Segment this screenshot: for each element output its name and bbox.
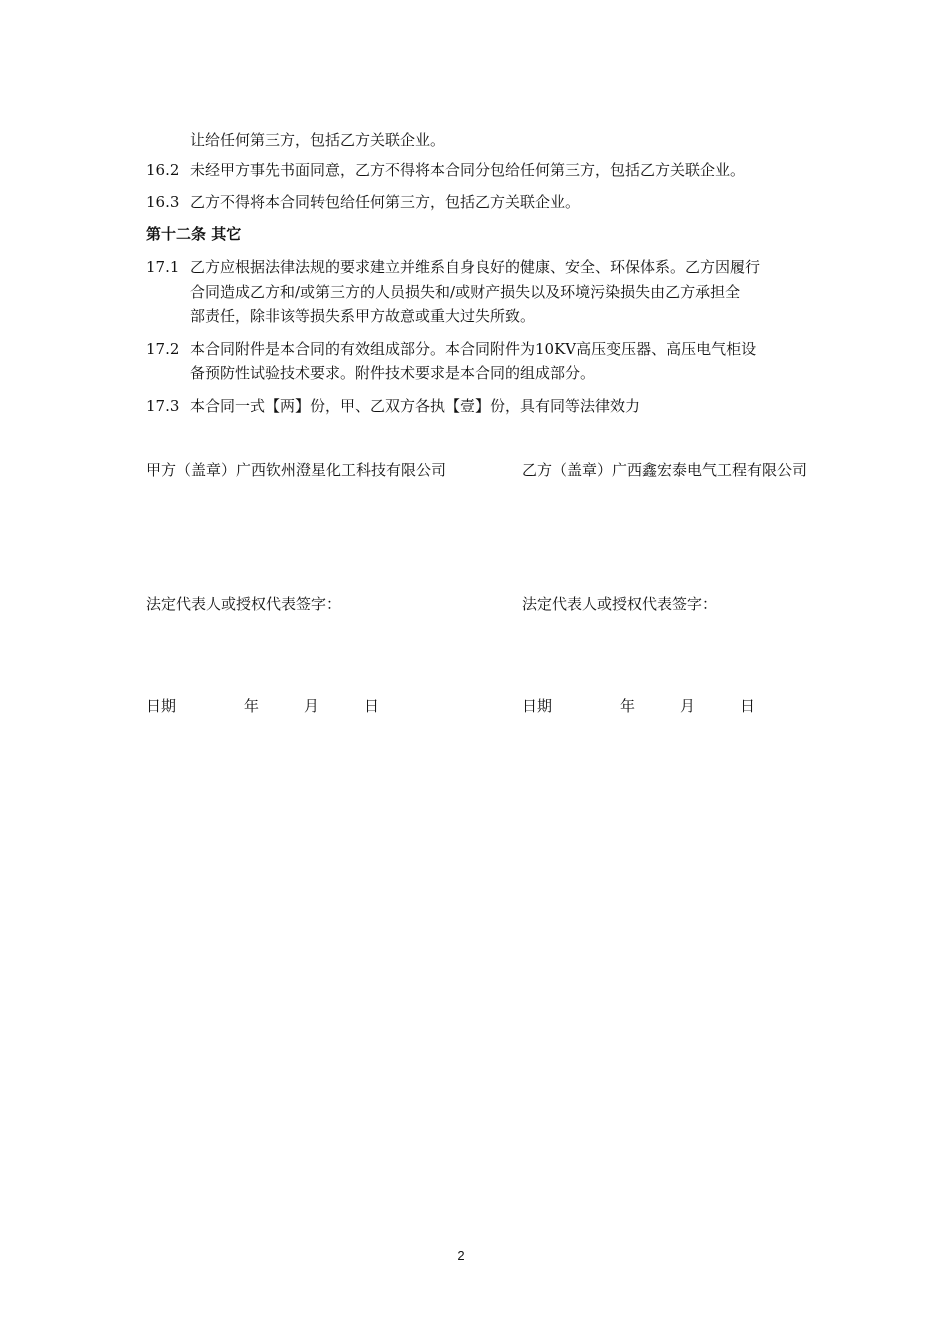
party-a-seal: 甲方（盖章）广西钦州澄星化工科技有限公司 <box>146 461 447 479</box>
page-number: 2 <box>457 1248 465 1263</box>
clause-16-2 <box>146 160 745 180</box>
clause-text: 乙方应根据法律法规的要求建立并维系自身良好的健康、安全、环保体系。乙方因履行 <box>190 258 761 276</box>
party-a-date <box>146 696 424 716</box>
clause-text: 本合同附件是本合同的有效组成部分。本合同附件为10KV高压变压器、高压电气柜设 <box>190 340 757 358</box>
party-b-seal: 乙方（盖章）广西鑫宏泰电气工程有限公司 <box>522 461 808 479</box>
month-label: 月 <box>680 697 696 715</box>
clause-17-1-line-2: 合同造成乙方和/或第三方的人员损失和/或财产损失以及环境污染损失由乙方承担全 <box>190 283 741 301</box>
year-label: 年 <box>244 697 260 715</box>
clause-number: 17.2 <box>146 340 180 358</box>
section-heading: 第十二条 其它 <box>146 225 242 243</box>
clause-number: 17.1 <box>146 258 180 276</box>
clause-text: 未经甲方事先书面同意，乙方不得将本合同分包给任何第三方，包括乙方关联企业。 <box>190 161 746 179</box>
clause-17-2-line-1 <box>146 339 756 359</box>
clause-number: 16.3 <box>146 193 180 211</box>
clause-17-2-line-2: 备预防性试验技术要求。附件技术要求是本合同的组成部分。 <box>190 364 596 382</box>
day-label: 日 <box>740 697 756 715</box>
clause-text: 乙方不得将本合同转包给任何第三方，包括乙方关联企业。 <box>190 193 581 211</box>
date-label: 日期 <box>522 697 553 715</box>
clause-text: 本合同一式【两】份，甲、乙双方各执【壹】份，具有同等法律效力 <box>190 397 641 415</box>
date-label: 日期 <box>146 697 177 715</box>
clause-number: 17.3 <box>146 397 180 415</box>
party-a-representative: 法定代表人或授权代表签字： <box>146 595 342 613</box>
year-label: 年 <box>620 697 636 715</box>
clause-number: 16.2 <box>146 161 180 179</box>
clause-16-1-continuation: 让给任何第三方，包括乙方关联企业。 <box>190 131 446 149</box>
month-label: 月 <box>304 697 320 715</box>
clause-17-1-line-1 <box>146 257 760 277</box>
clause-17-1-line-3: 部责任，除非该等损失系甲方故意或重大过失所致。 <box>190 307 536 325</box>
clause-16-3 <box>146 192 580 212</box>
clause-17-3 <box>146 396 640 416</box>
day-label: 日 <box>364 697 380 715</box>
party-b-date <box>522 696 800 716</box>
party-b-representative: 法定代表人或授权代表签字： <box>522 595 718 613</box>
